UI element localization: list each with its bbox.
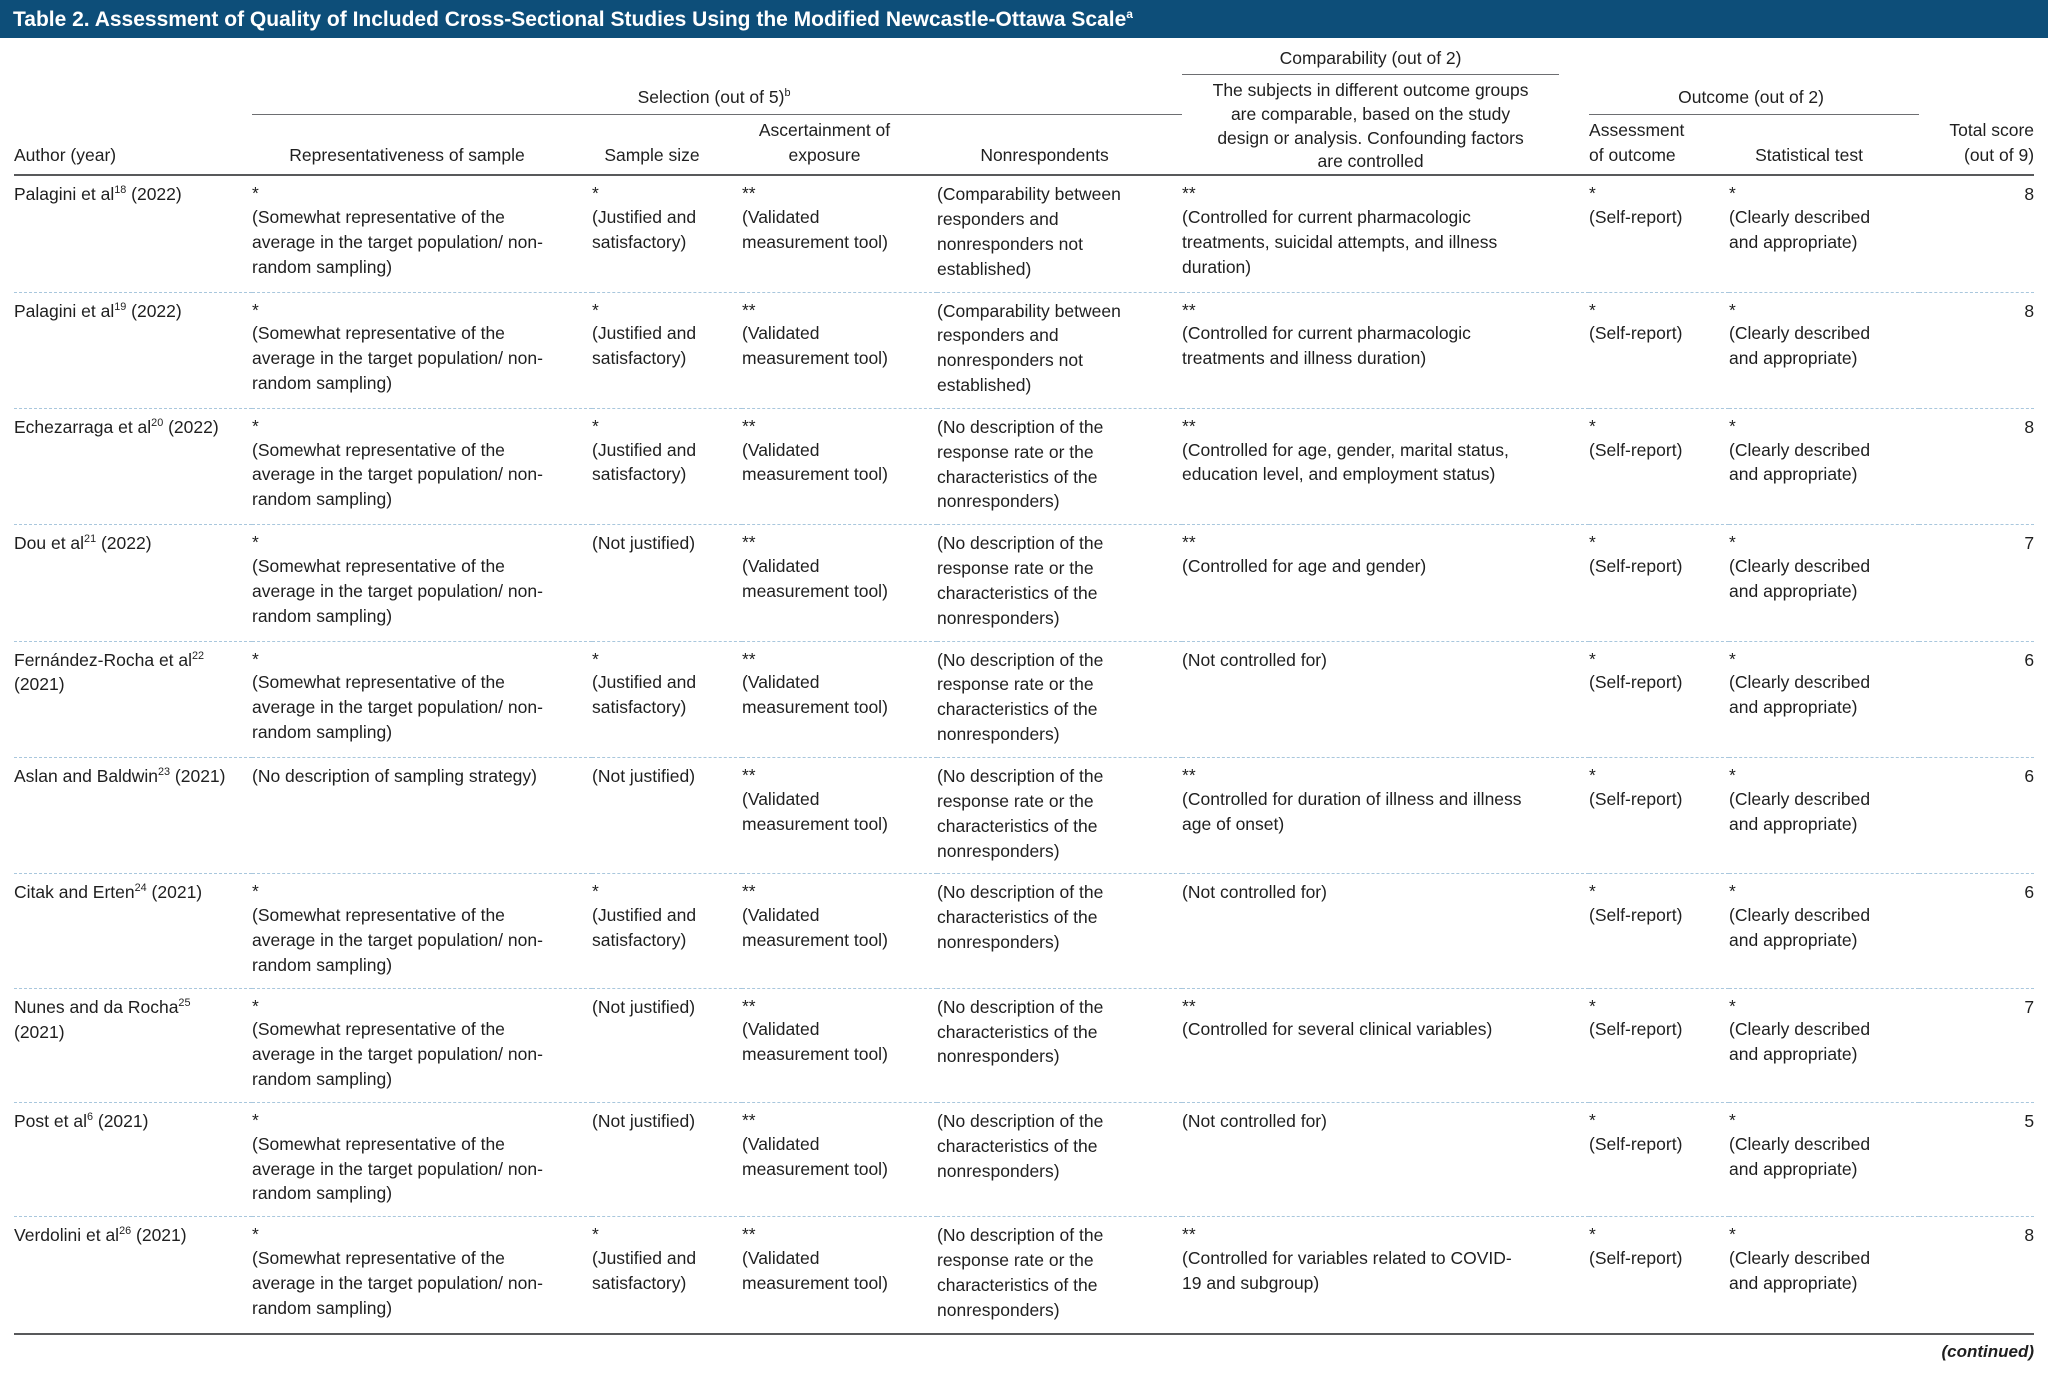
star-rating: ** [742, 648, 756, 669]
cell-comparability [1182, 408, 1589, 524]
criterion-description: (Validated measurement tool) [742, 672, 888, 718]
criterion-description: (Controlled for age and gender) [1182, 556, 1427, 576]
cell-author [14, 641, 252, 757]
criterion-description: (Somewhat representative of the average in the target population/ non-random sampling) [252, 206, 543, 277]
col-header-statistical: Statistical test [1729, 115, 1919, 175]
star-rating: * [1729, 881, 1736, 902]
cell-sample-size [592, 175, 742, 292]
author-year: (2021) [170, 766, 226, 786]
star-rating: * [252, 1224, 259, 1245]
header-labels-row [14, 115, 2034, 175]
cell-author [14, 988, 252, 1102]
star-rating: * [1589, 1224, 1596, 1245]
author-year: (2021) [93, 1110, 149, 1131]
criterion-description: (Somewhat representative of the average in the target population/ non-random sampling) [252, 1247, 543, 1318]
star-rating: * [1729, 1109, 1736, 1130]
star-rating: ** [742, 415, 756, 436]
author-year: (2022) [163, 416, 219, 437]
star-rating: * [592, 1224, 599, 1245]
criterion-description: (Self-report) [1589, 1019, 1683, 1040]
star-rating: * [1589, 765, 1596, 785]
cell-author [14, 1217, 252, 1334]
criterion-description: (No description of the response rate or the characteristics of the nonresponders) [937, 649, 1104, 745]
cell-ascertainment [742, 641, 937, 757]
author-year: (2021) [146, 882, 203, 903]
cell-ascertainment [742, 988, 937, 1102]
cell-assessment [1589, 408, 1729, 524]
cell-nonrespondents [937, 292, 1182, 408]
cell-statistical [1729, 758, 1919, 874]
author-column-label: Author (year) [14, 145, 117, 166]
criterion-description: (No description of the response rate or the characteristics of the nonresponders) [937, 533, 1104, 628]
star-rating: ** [742, 1109, 756, 1130]
criterion-description: (No description of the characteristics of the nonresponders) [937, 1110, 1104, 1181]
cell-ascertainment [742, 408, 937, 524]
star-rating: ** [1182, 995, 1196, 1016]
criterion-description: (Clearly described and appropriate) [1729, 556, 1871, 601]
cell-sample-size [592, 408, 742, 524]
criterion-description: (Not justified) [592, 766, 696, 786]
star-rating: * [252, 648, 259, 669]
criterion-description: (No description of the characteristics of the nonresponders) [937, 996, 1104, 1067]
cell-nonrespondents [937, 408, 1182, 524]
cell-statistical [1729, 1217, 1919, 1334]
author-name: Verdolini et al [14, 1225, 120, 1246]
study-row [14, 175, 2034, 292]
criterion-description: (Clearly described and appropriate) [1729, 1133, 1871, 1179]
star-rating: * [592, 881, 599, 902]
criterion-description: (Somewhat representative of the average in the target population/ non-random sampling) [252, 556, 543, 626]
criterion-description: (Controlled for age, gender, marital status, education level, and employment status) [1182, 439, 1509, 485]
cell-assessment [1589, 1217, 1729, 1334]
star-rating: * [1729, 183, 1736, 204]
study-row [14, 525, 2034, 641]
criterion-description: (No description of the response rate or the characteristics of the nonresponders) [937, 416, 1104, 512]
star-rating: * [252, 299, 259, 320]
star-rating: ** [1182, 183, 1196, 204]
cell-total-score: 7 [1919, 525, 2034, 641]
cell-representativeness [252, 1217, 592, 1334]
star-rating: ** [1182, 532, 1196, 553]
criterion-description: (Validated measurement tool) [742, 206, 888, 252]
criterion-description: (Self-report) [1589, 672, 1683, 693]
cell-sample-size [592, 292, 742, 408]
study-row [14, 641, 2034, 757]
cell-nonrespondents [937, 175, 1182, 292]
criterion-description: (Clearly described and appropriate) [1729, 788, 1871, 834]
col-header-sample-size: Sample size [592, 115, 742, 175]
criterion-description: (Controlled for several clinical variables) [1182, 1019, 1493, 1040]
star-rating: ** [742, 299, 756, 320]
cell-sample-size [592, 1217, 742, 1334]
cell-representativeness [252, 408, 592, 524]
cell-statistical [1729, 525, 1919, 641]
table-title-bar [0, 0, 2048, 38]
author-reference-superscript: 19 [114, 300, 127, 313]
cell-ascertainment [742, 175, 937, 292]
author-name: Echezarraga et al [14, 416, 152, 437]
cell-comparability [1182, 292, 1589, 408]
star-rating: * [1589, 532, 1596, 553]
author-reference-superscript: 26 [119, 1225, 132, 1238]
cell-assessment [1589, 525, 1729, 641]
cell-total-score: 6 [1919, 874, 2034, 988]
criterion-description: (Justified and satisfactory) [592, 1247, 697, 1293]
criterion-description: (Validated measurement tool) [742, 1247, 888, 1293]
criterion-description: (No description of the response rate or the characteristics of the nonresponders) [937, 1225, 1104, 1320]
star-rating: * [1729, 995, 1736, 1016]
selection-footnote-marker: b [784, 87, 791, 100]
col-header-author [14, 44, 252, 175]
star-rating: * [1729, 415, 1736, 436]
star-rating: ** [742, 765, 756, 785]
cell-sample-size [592, 988, 742, 1102]
star-rating: * [592, 648, 599, 669]
author-name: Nunes and da Rocha [14, 996, 179, 1017]
study-row [14, 292, 2034, 408]
cell-comparability [1182, 874, 1589, 988]
criterion-description: (Justified and satisfactory) [592, 672, 697, 718]
cell-assessment [1589, 758, 1729, 874]
author-reference-superscript: 25 [178, 996, 191, 1009]
total-column-label: Total score (out of 9) [1949, 120, 2035, 166]
criterion-description: (Validated measurement tool) [742, 788, 888, 834]
criterion-description: (Somewhat representative of the average in the target population/ non-random sampling) [252, 905, 543, 975]
author-year: (2022) [126, 300, 182, 321]
cell-statistical [1729, 292, 1919, 408]
cell-sample-size [592, 874, 742, 988]
author-name: Fernández-Rocha et al [14, 649, 193, 670]
cell-representativeness [252, 874, 592, 988]
star-rating: ** [1182, 299, 1196, 320]
criterion-description: (Comparability between responders and nonresponders not established) [937, 184, 1121, 279]
col-group-selection [252, 44, 1182, 115]
cell-representativeness [252, 1102, 592, 1216]
comparability-group-description: The subjects in different outcome groups are comparable, based on the study design or analysis. Confounding factors are controlled [1212, 79, 1529, 172]
star-rating: ** [742, 995, 756, 1016]
star-rating: ** [742, 1224, 756, 1245]
star-rating: * [252, 183, 259, 204]
criterion-description: (Validated measurement tool) [742, 556, 888, 601]
col-header-total [1919, 44, 2034, 175]
cell-author [14, 175, 252, 292]
star-rating: ** [1182, 415, 1196, 436]
star-rating: ** [742, 183, 756, 204]
star-rating: * [252, 1109, 259, 1130]
criterion-description: (Self-report) [1589, 1133, 1683, 1154]
selection-group-label: Selection (out of 5) [637, 87, 785, 108]
criterion-description: (Justified and satisfactory) [592, 323, 697, 369]
cell-statistical [1729, 874, 1919, 988]
criterion-description: (Validated measurement tool) [742, 1019, 888, 1065]
star-rating: * [252, 415, 259, 436]
cell-nonrespondents [937, 874, 1182, 988]
cell-statistical [1729, 175, 1919, 292]
star-rating: * [1589, 299, 1596, 320]
cell-total-score: 6 [1919, 641, 2034, 757]
cell-representativeness [252, 525, 592, 641]
author-name: Palagini et al [14, 300, 115, 321]
criterion-description: (Self-report) [1589, 323, 1683, 344]
author-year: (2022) [126, 184, 182, 205]
study-row [14, 1102, 2034, 1216]
star-rating: ** [1182, 765, 1196, 785]
cell-total-score: 8 [1919, 408, 2034, 524]
cell-assessment [1589, 175, 1729, 292]
criterion-description: (Not controlled for) [1182, 1110, 1327, 1131]
criterion-description: (Self-report) [1589, 788, 1683, 809]
cell-ascertainment [742, 1102, 937, 1216]
criterion-description: (Clearly described and appropriate) [1729, 323, 1871, 369]
criterion-description: (Controlled for current pharmacologic treatments and illness duration) [1182, 323, 1471, 369]
author-name: Aslan and Baldwin [14, 766, 158, 786]
author-year: (2021) [14, 1021, 65, 1042]
criterion-description: (Comparability between responders and nonresponders not established) [937, 300, 1121, 396]
star-rating: * [1589, 995, 1596, 1016]
study-row [14, 988, 2034, 1102]
criterion-description: (Not controlled for) [1182, 882, 1327, 903]
star-rating: * [252, 995, 259, 1016]
criterion-description: (Somewhat representative of the average in the target population/ non-random sampling) [252, 672, 543, 743]
author-name: Post et al [14, 1110, 87, 1131]
star-rating: * [1589, 1109, 1596, 1130]
author-reference-superscript: 6 [86, 1111, 93, 1124]
cell-nonrespondents [937, 641, 1182, 757]
cell-nonrespondents [937, 1102, 1182, 1216]
author-reference-superscript: 20 [151, 417, 164, 430]
cell-assessment [1589, 1102, 1729, 1216]
author-reference-superscript: 22 [192, 649, 205, 662]
star-rating: * [1589, 415, 1596, 436]
cell-nonrespondents [937, 988, 1182, 1102]
criterion-description: (Validated measurement tool) [742, 439, 888, 485]
criterion-description: (Somewhat representative of the average in the target population/ non-random sampling) [252, 439, 543, 510]
cell-representativeness [252, 988, 592, 1102]
author-name: Palagini et al [14, 184, 115, 205]
cell-assessment [1589, 874, 1729, 988]
cell-comparability [1182, 525, 1589, 641]
star-rating: * [252, 532, 259, 553]
cell-statistical [1729, 1102, 1919, 1216]
star-rating: * [252, 881, 259, 902]
star-rating: * [1729, 765, 1736, 785]
cell-assessment [1589, 988, 1729, 1102]
study-row [14, 874, 2034, 988]
criterion-description: (Somewhat representative of the average in the target population/ non-random sampling) [252, 1019, 543, 1090]
cell-comparability [1182, 175, 1589, 292]
cell-comparability [1182, 988, 1589, 1102]
criterion-description: (Validated measurement tool) [742, 323, 888, 369]
criterion-description: (Self-report) [1589, 1247, 1683, 1268]
cell-comparability [1182, 758, 1589, 874]
criterion-description: (Clearly described and appropriate) [1729, 905, 1871, 950]
cell-author [14, 758, 252, 874]
star-rating: * [592, 183, 599, 204]
criterion-description: (Clearly described and appropriate) [1729, 1247, 1871, 1293]
header-group-row [14, 44, 2034, 115]
table-body [14, 175, 2034, 1333]
cell-representativeness [252, 758, 592, 874]
cell-statistical [1729, 408, 1919, 524]
criterion-description: (Not justified) [592, 1110, 696, 1131]
cell-representativeness [252, 175, 592, 292]
cell-author [14, 292, 252, 408]
comparability-group-label: Comparability (out of 2) [1182, 46, 1559, 75]
criterion-description: (Not justified) [592, 533, 696, 554]
author-reference-superscript: 18 [114, 184, 127, 197]
star-rating: * [1589, 881, 1596, 902]
cell-ascertainment [742, 874, 937, 988]
criterion-description: (No description of the characteristics of the nonresponders) [937, 882, 1104, 953]
criterion-description: (Clearly described and appropriate) [1729, 1019, 1871, 1065]
cell-total-score: 8 [1919, 175, 2034, 292]
col-header-assessment: Assessment of outcome [1589, 115, 1729, 175]
cell-ascertainment [742, 292, 937, 408]
table-title: Table 2. Assessment of Quality of Included Cross-Sectional Studies Using the Modified Newcastle-Ottawa Scale [13, 8, 1127, 31]
criterion-description: (Justified and satisfactory) [592, 206, 697, 252]
criterion-description: (Controlled for duration of illness and illness age of onset) [1182, 788, 1522, 834]
criterion-description: (No description of the response rate or the characteristics of the nonresponders) [937, 766, 1104, 861]
star-rating: * [592, 299, 599, 320]
col-group-comparability [1182, 44, 1589, 175]
criterion-description: (Controlled for variables related to COVID-19 and subgroup) [1182, 1247, 1512, 1293]
cell-total-score: 5 [1919, 1102, 2034, 1216]
cell-statistical [1729, 641, 1919, 757]
star-rating: * [1589, 648, 1596, 669]
author-year: (2021) [14, 674, 65, 695]
cell-ascertainment [742, 1217, 937, 1334]
criterion-description: (Somewhat representative of the average in the target population/ non-random sampling) [252, 1133, 543, 1204]
criterion-description: (Clearly described and appropriate) [1729, 439, 1871, 485]
table-title-footnote-marker: a [1126, 7, 1133, 21]
criterion-description: (Clearly described and appropriate) [1729, 672, 1871, 718]
cell-total-score: 8 [1919, 292, 2034, 408]
continued-note: (continued) [1941, 1341, 2034, 1361]
cell-total-score: 7 [1919, 988, 2034, 1102]
cell-representativeness [252, 641, 592, 757]
star-rating: * [1729, 299, 1736, 320]
author-reference-superscript: 21 [84, 533, 97, 546]
author-year: (2021) [131, 1225, 187, 1246]
criterion-description: (Self-report) [1589, 439, 1683, 460]
cell-total-score: 8 [1919, 1217, 2034, 1334]
criterion-description: (Validated measurement tool) [742, 1133, 888, 1179]
cell-nonrespondents [937, 758, 1182, 874]
cell-nonrespondents [937, 525, 1182, 641]
star-rating: * [1729, 648, 1736, 669]
table-header [14, 44, 2034, 175]
cell-author [14, 1102, 252, 1216]
cell-sample-size [592, 525, 742, 641]
criterion-description: (Validated measurement tool) [742, 905, 888, 950]
criterion-description: (Controlled for current pharmacologic treatments, suicidal attempts, and illness duration) [1182, 206, 1498, 277]
col-header-ascertainment: Ascertainment of exposure [742, 115, 937, 175]
criterion-description: (Clearly described and appropriate) [1729, 206, 1871, 252]
col-header-representativeness: Representativeness of sample [252, 115, 592, 175]
cell-nonrespondents [937, 1217, 1182, 1334]
cell-comparability [1182, 1102, 1589, 1216]
cell-comparability [1182, 1217, 1589, 1334]
cell-assessment [1589, 292, 1729, 408]
star-rating: * [1729, 1224, 1736, 1245]
cell-comparability [1182, 641, 1589, 757]
star-rating: ** [742, 532, 756, 553]
cell-ascertainment [742, 758, 937, 874]
criterion-description: (Not justified) [592, 996, 696, 1017]
cell-total-score: 6 [1919, 758, 2034, 874]
col-group-outcome [1589, 44, 1919, 115]
criterion-description: (Self-report) [1589, 206, 1683, 227]
star-rating: * [1729, 532, 1736, 553]
quality-assessment-table [14, 44, 2034, 1335]
col-header-nonrespondents: Nonrespondents [937, 115, 1182, 175]
study-row [14, 1217, 2034, 1334]
study-row [14, 408, 2034, 524]
criterion-description: (Somewhat representative of the average in the target population/ non-random sampling) [252, 323, 543, 393]
cell-author [14, 874, 252, 988]
author-year: (2022) [96, 533, 152, 554]
cell-assessment [1589, 641, 1729, 757]
criterion-description: (Self-report) [1589, 556, 1683, 576]
cell-author [14, 525, 252, 641]
criterion-description: (Justified and satisfactory) [592, 905, 697, 950]
author-name: Citak and Erten [14, 882, 135, 903]
criterion-description: (No description of sampling strategy) [252, 766, 537, 786]
star-rating: * [1589, 183, 1596, 204]
author-reference-superscript: 24 [134, 882, 147, 895]
criterion-description: (Self-report) [1589, 905, 1683, 926]
cell-sample-size [592, 641, 742, 757]
criterion-description: (Not controlled for) [1182, 649, 1327, 670]
study-row [14, 758, 2034, 874]
outcome-group-label: Outcome (out of 2) [1678, 87, 1824, 108]
cell-ascertainment [742, 525, 937, 641]
criterion-description: (Justified and satisfactory) [592, 439, 697, 485]
author-name: Dou et al [14, 533, 85, 554]
author-reference-superscript: 23 [157, 766, 171, 779]
star-rating: * [592, 415, 599, 436]
cell-sample-size [592, 1102, 742, 1216]
cell-representativeness [252, 292, 592, 408]
cell-statistical [1729, 988, 1919, 1102]
star-rating: ** [1182, 1224, 1196, 1245]
cell-sample-size [592, 758, 742, 874]
star-rating: ** [742, 881, 756, 902]
cell-author [14, 408, 252, 524]
